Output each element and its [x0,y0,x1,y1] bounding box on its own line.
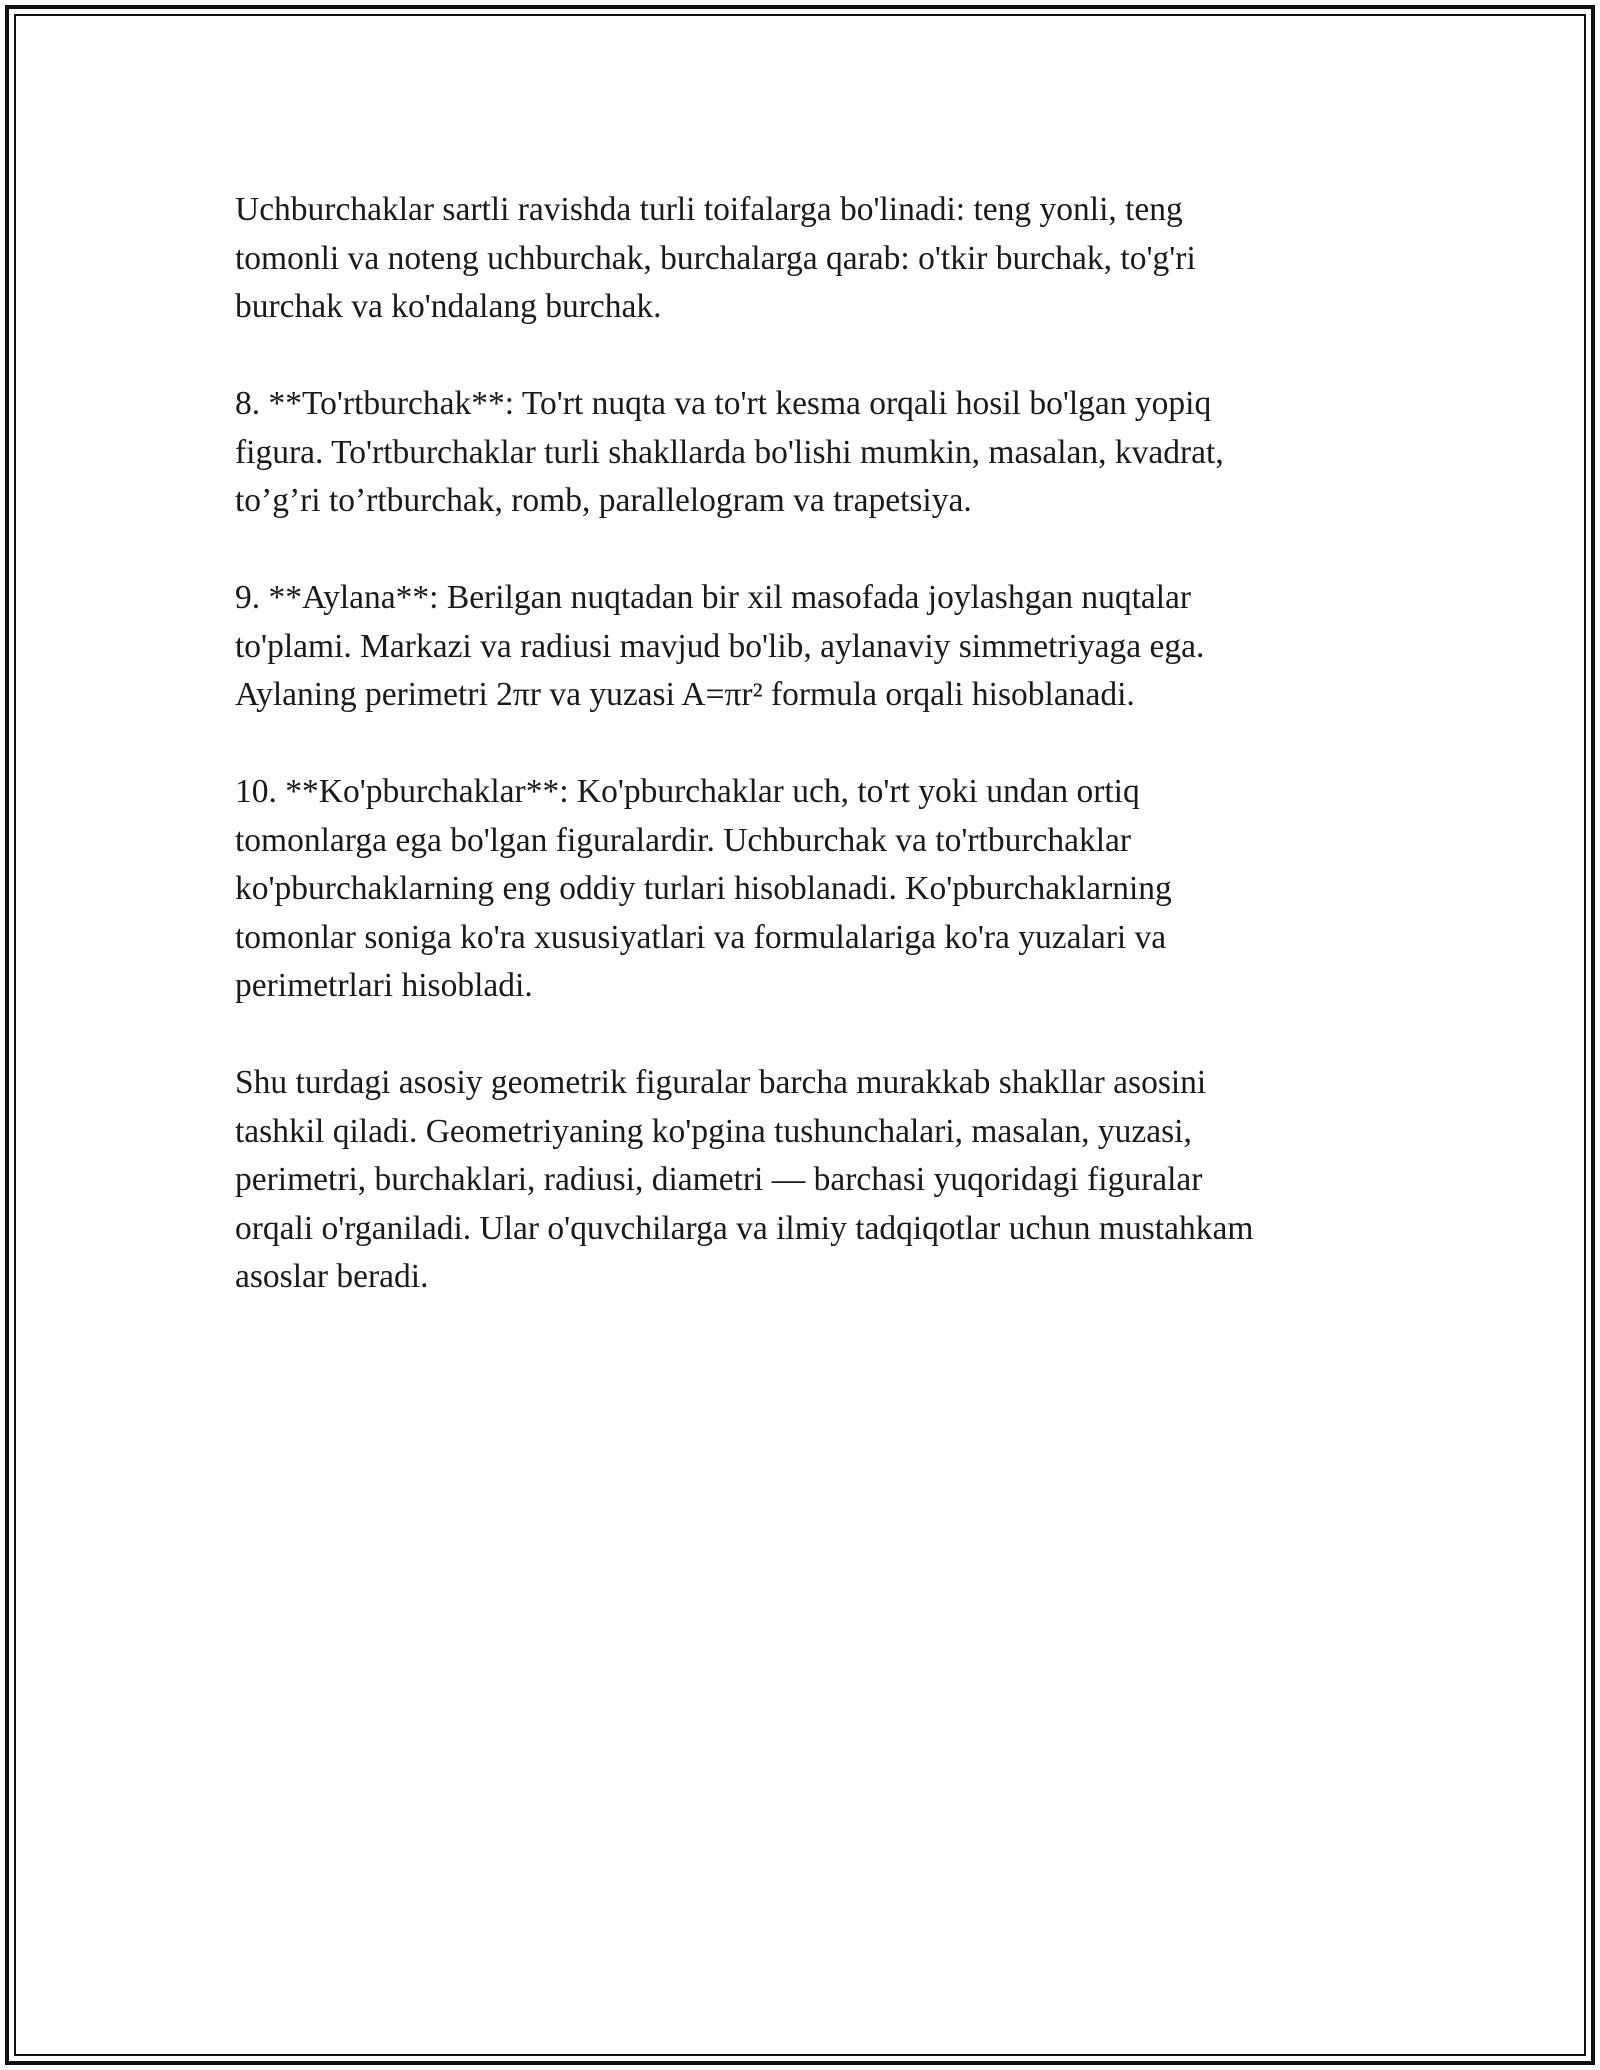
document-body [235,186,1365,1350]
paragraph-conclusion: Shu turdagi asosiy geometrik figuralar barcha murakkab shakllar asosini tashkil qiladi. Geometriyaning ko'pgina tushunchalari, masalan, yuzasi, perimetri, burchaklari, radiusi, diametri — barchasi yuqoridagi figuralar orqali o'rganiladi. Ular o'quvchilarga va ilmiy tadqiqotlar uchun mustahkam asoslar beradi. [235,1064,1254,1295]
paragraph-circle: 9. **Aylana**: Berilgan nuqtadan bir xil masofada joylashgan nuqtalar to'plami. Markazi va radiusi mavjud bo'lib, aylanaviy simmetriyaga ega. Aylaning perimetri 2πr va yuzasi A=πr² formula orqali hisoblanadi. [235,579,1205,713]
paragraph-triangle-types: Uchburchaklar sartli ravishda turli toifalarga bo'linadi: teng yonli, teng tomonli va noteng uchburchak, burchalarga qarab: o'tkir burchak, to'g'ri burchak va ko'ndalang burchak. [235,191,1196,325]
paragraph-polygons: 10. **Ko'pburchaklar**: Ko'pburchaklar uch, to'rt yoki undan ortiq tomonlarga ega bo'lgan figuralardir. Uchburchak va to'rtburchaklar ko'pburchaklarning eng oddiy turlari hisoblanadi. Ko'pburchaklarning tomonlar soniga ko'ra xususiyatlari va formulalariga ko'ra yuzalari va perimetrlari hisobladi. [235,773,1172,1004]
paragraph-quadrilateral: 8. **To'rtburchak**: To'rt nuqta va to'rt kesma orqali hosil bo'lgan yopiq figura. To'rtburchaklar turli shakllarda bo'lishi mumkin, masalan, kvadrat, to’g’ri to’rtburchak, romb, parallelogram va trapetsiya. [235,385,1224,519]
